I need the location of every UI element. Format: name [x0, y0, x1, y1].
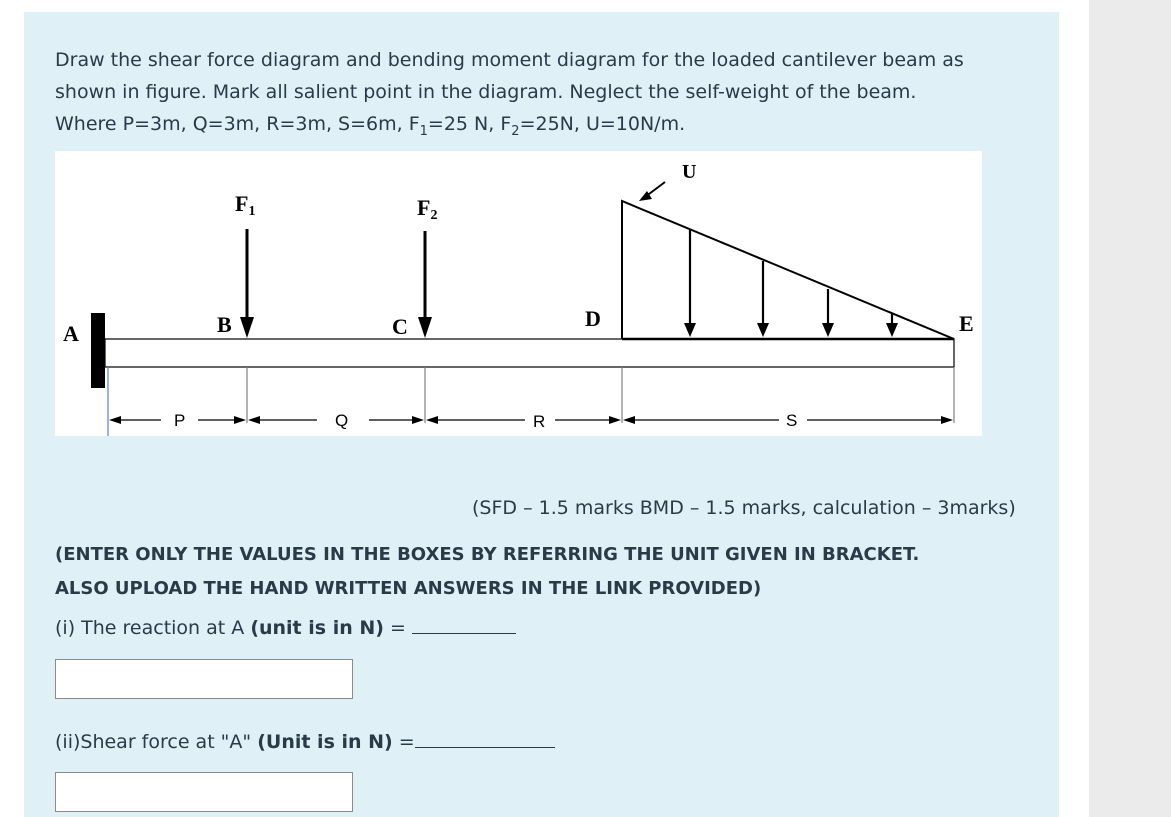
fixed-support-wall: [91, 313, 105, 388]
question-line-3: [55, 108, 1015, 148]
question-2-eq: =: [392, 731, 415, 753]
f2-subscript: 2: [511, 123, 520, 139]
question-2-text: (ii)Shear force at "A": [55, 731, 258, 753]
label-u: U: [682, 161, 697, 183]
side-panel: [1089, 0, 1171, 817]
question-1-eq: =: [383, 617, 412, 639]
question-2-blank: [415, 746, 555, 748]
label-d: D: [585, 306, 601, 331]
label-f1: F1: [235, 191, 256, 219]
beam: [105, 339, 954, 367]
question-1-unit: (unit is in N): [250, 617, 384, 639]
instructions: [55, 538, 919, 606]
label-c: C: [392, 314, 408, 339]
question-line-3-b: =25 N, F: [427, 113, 512, 135]
label-b: B: [217, 312, 232, 337]
label-e: E: [959, 311, 974, 336]
marks-note: (SFD – 1.5 marks BMD – 1.5 marks, calculation – 3marks): [472, 497, 1016, 519]
question-2-unit: (Unit is in N): [257, 731, 393, 753]
dim-r-label: R: [533, 412, 546, 431]
question-line-3-c: =25N, U=10N/m.: [519, 113, 686, 135]
reaction-at-a-input[interactable]: [55, 659, 353, 699]
dim-s-label: S: [786, 411, 798, 430]
label-f2: F2: [417, 195, 438, 223]
label-a: A: [63, 321, 79, 346]
f1-arrow-head: [240, 317, 254, 338]
question-1: [55, 617, 516, 639]
udl-arrows: [684, 229, 898, 337]
question-line-2: shown in figure. Mark all salient point in the diagram. Neglect the self-weight of the beam.: [55, 81, 917, 103]
beam-figure: [55, 151, 982, 436]
dimension-extension-lines: [108, 367, 954, 436]
instructions-line-2: ALSO UPLOAD THE HAND WRITTEN ANSWERS IN THE LINK PROVIDED): [55, 578, 762, 599]
udl-triangle: [622, 201, 954, 339]
question-1-text: (i) The reaction at A: [55, 617, 251, 639]
question-line-3-a: Where P=3m, Q=3m, R=3m, S=6m, F: [55, 113, 420, 135]
f1-subscript: 1: [419, 123, 428, 139]
dim-q-label: Q: [335, 411, 349, 430]
shear-force-at-a-input[interactable]: [55, 772, 353, 812]
cantilever-beam-diagram: [55, 151, 982, 436]
question-line-1: Draw the shear force diagram and bending moment diagram for the loaded cantilever beam as: [55, 49, 964, 71]
instructions-line-1: (ENTER ONLY THE VALUES IN THE BOXES BY REFERRING THE UNIT GIVEN IN BRACKET.: [55, 544, 920, 565]
question-2: [55, 731, 555, 753]
question-text: [55, 44, 1015, 148]
f2-arrow-head: [418, 317, 432, 338]
dim-p-label: P: [174, 411, 186, 430]
question-1-blank: [412, 632, 516, 634]
